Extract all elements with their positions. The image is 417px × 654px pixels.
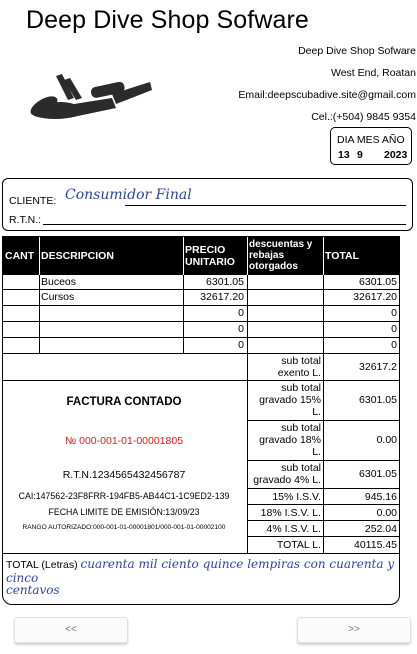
factura-type: FACTURA CONTADO <box>66 396 182 408</box>
date-month: 9 <box>357 149 363 161</box>
company-phone: Cel.:(+504) 9845 9354 <box>311 111 416 123</box>
total-letras-label: TOTAL (Letras) <box>6 559 78 571</box>
invoice-table: CANT DESCRIPCION PRECIO UNITARIO descuentas y rebajas otorgados TOTAL Buceos 6301.05 6301.05 Cursos 32617.20 32617.20 0 0 0 0 0 0 sub total exento L. 32617.2 sub total gravado 15% L. 6301.05 sub total gravado 18% L. 0.00 sub total gravado 4% L. 6301.05 15% I.S.V. 945.16 18% I.S.V. L. 0.00 4% I.S.V. L. 252.04 TOTAL L. 40115.45 FACTURA CONTADO № 000-001-01-00001805 R.T.N.1234565432456787 CAI:147562-23F8FRR-194FB5-AB44C1-1C9ED2-139 FECHA LIMITE DE EMISIÓN:13/09/23 RANGO AUTORIZADO:000-001-01-00001801/000-001-01-00002100 TOTAL (Letras) cuarenta mil ciento quince lempiras con cuarenta y cinco centavos <box>2 236 400 605</box>
factura-rtn: R.T.N.1234565432456787 <box>62 469 186 481</box>
client-box <box>2 178 413 231</box>
date-year: 2023 <box>384 149 408 161</box>
scuba-diver-icon <box>24 68 154 124</box>
factura-rango: RANGO AUTORIZADO:000-001-01-00001801/000-001-01-00002100 <box>22 524 226 531</box>
total-letras-words-continued: centavos <box>6 583 60 597</box>
company-name: Deep Dive Shop Sofware <box>298 45 416 57</box>
date-day: 13 <box>338 149 350 161</box>
client-name: Consumidor Final <box>65 187 192 203</box>
factura-cai: CAI:147562-23F8FRR-194FB5-AB44C1-1C9ED2-139 <box>18 491 230 501</box>
header-precio: PRECIO UNITARIO <box>185 244 235 268</box>
company-info <box>238 40 416 128</box>
next-button[interactable]: >> <box>297 617 411 643</box>
company-email: Email:deepscubadive.site@gmail.com <box>238 89 416 101</box>
table-header <box>3 237 399 275</box>
client-rtn-line <box>43 224 406 225</box>
client-name-line <box>125 205 406 206</box>
header-total: TOTAL <box>325 250 360 262</box>
company-location: West End, Roatan <box>330 67 416 79</box>
date-labels: DIA MES AÑO <box>337 134 405 146</box>
date-box <box>330 127 412 165</box>
previous-button[interactable]: << <box>14 617 128 643</box>
header-descuentos: descuentas y rebajas otorgados <box>249 239 313 272</box>
factura-fecha-limite: FECHA LIMITE DE EMISIÓN:13/09/23 <box>48 507 200 517</box>
page-title: Deep Dive Shop Sofware <box>26 6 309 34</box>
total-letras-words: cuarenta mil ciento quince lempiras con cuarenta y cinco <box>6 557 395 585</box>
total-letras <box>6 557 399 585</box>
header-descripcion: DESCRIPCION <box>41 250 114 262</box>
client-rtn-label: R.T.N.: <box>9 214 42 226</box>
invoice-number: № 000-001-01-00001805 <box>64 435 184 447</box>
header-cant: CANT <box>5 250 35 262</box>
client-label: CLIENTE: <box>9 195 57 207</box>
